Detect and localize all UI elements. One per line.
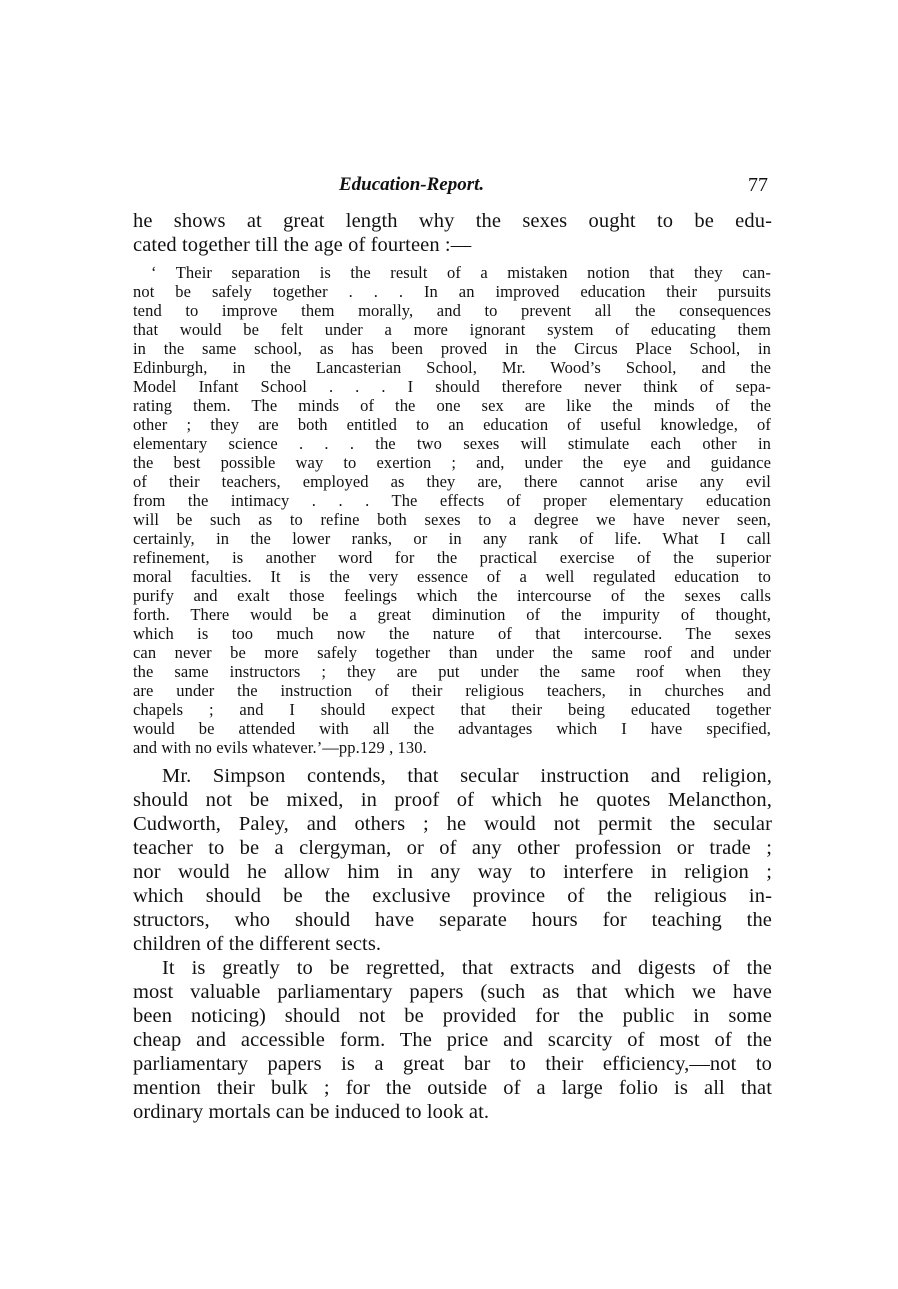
text-line: Cudworth, Paley, and others ; he would not permit the secular: [133, 813, 772, 835]
text-line: elementary science . . . the two sexes will stimulate each other in: [133, 434, 771, 453]
text-line: purify and exalt those feelings which the intercourse of the sexes calls: [133, 586, 771, 605]
text-line: ‘ Their separation is the result of a mistaken notion that they can-: [151, 263, 771, 282]
text-line: of their teachers, employed as they are, there cannot arise any evil: [133, 472, 771, 491]
text-line: should not be mixed, in proof of which he quotes Melancthon,: [133, 789, 772, 811]
running-head: Education-Report.: [339, 174, 485, 195]
text-line: the same instructors ; they are put under the same roof when they: [133, 662, 771, 681]
text-line: that would be felt under a more ignorant system of educating them: [133, 320, 771, 339]
text-line: would be attended with all the advantages which I have specified,: [133, 719, 771, 738]
text-line: ordinary mortals can be induced to look at.: [133, 1101, 490, 1123]
text-line: certainly, in the lower ranks, or in any rank of life. What I call: [133, 529, 771, 548]
text-line: Model Infant School . . . I should therefore never think of sepa-: [133, 377, 771, 396]
text-line: not be safely together . . . In an improved education their pursuits: [133, 282, 771, 301]
text-line: It is greatly to be regretted, that extracts and digests of the: [162, 957, 772, 979]
text-line: moral faculties. It is the very essence of a well regulated education to: [133, 567, 771, 586]
text-line: tend to improve them morally, and to prevent all the consequences: [133, 301, 771, 320]
text-line: children of the different sects.: [133, 933, 382, 955]
text-line: nor would he allow him in any way to interfere in religion ;: [133, 861, 772, 883]
text-line: and with no evils whatever.’—pp.129 , 130.: [133, 738, 427, 757]
text-line: in the same school, as has been proved in the Circus Place School, in: [133, 339, 771, 358]
text-line: teacher to be a clergyman, or of any other profession or trade ;: [133, 837, 772, 859]
text-line: which is too much now the nature of that intercourse. The sexes: [133, 624, 771, 643]
text-line: will be such as to refine both sexes to a degree we have never seen,: [133, 510, 771, 529]
text-line: forth. There would be a great diminution of the impurity of thought,: [133, 605, 771, 624]
text-line: been noticing) should not be provided for the public in some: [133, 1005, 772, 1027]
text-line: he shows at great length why the sexes ought to be edu-: [133, 210, 772, 232]
text-line: parliamentary papers is a great bar to their efficiency,—not to: [133, 1053, 772, 1075]
text-line: which should be the exclusive province of the religious in-: [133, 885, 772, 907]
text-line: other ; they are both entitled to an education of useful knowledge, of: [133, 415, 771, 434]
text-line: from the intimacy . . . The effects of proper elementary education: [133, 491, 771, 510]
text-line: refinement, is another word for the practical exercise of the superior: [133, 548, 771, 567]
page-header: [0, 174, 898, 198]
text-line: cated together till the age of fourteen :—: [133, 234, 472, 256]
text-line: chapels ; and I should expect that their being educated together: [133, 700, 771, 719]
text-line: structors, who should have separate hours for teaching the: [133, 909, 772, 931]
text-line: rating them. The minds of the one sex are like the minds of the: [133, 396, 771, 415]
text-line: mention their bulk ; for the outside of a large folio is all that: [133, 1077, 772, 1099]
text-line: the best possible way to exertion ; and, under the eye and guidance: [133, 453, 771, 472]
text-line: cheap and accessible form. The price and scarcity of most of the: [133, 1029, 772, 1051]
text-line: Edinburgh, in the Lancasterian School, Mr. Wood’s School, and the: [133, 358, 771, 377]
text-line: Mr. Simpson contends, that secular instruction and religion,: [162, 765, 772, 787]
page-number: 77: [748, 174, 768, 196]
text-line: most valuable parliamentary papers (such as that which we have: [133, 981, 772, 1003]
text-line: can never be more safely together than under the same roof and under: [133, 643, 771, 662]
text-line: are under the instruction of their religious teachers, in churches and: [133, 681, 771, 700]
